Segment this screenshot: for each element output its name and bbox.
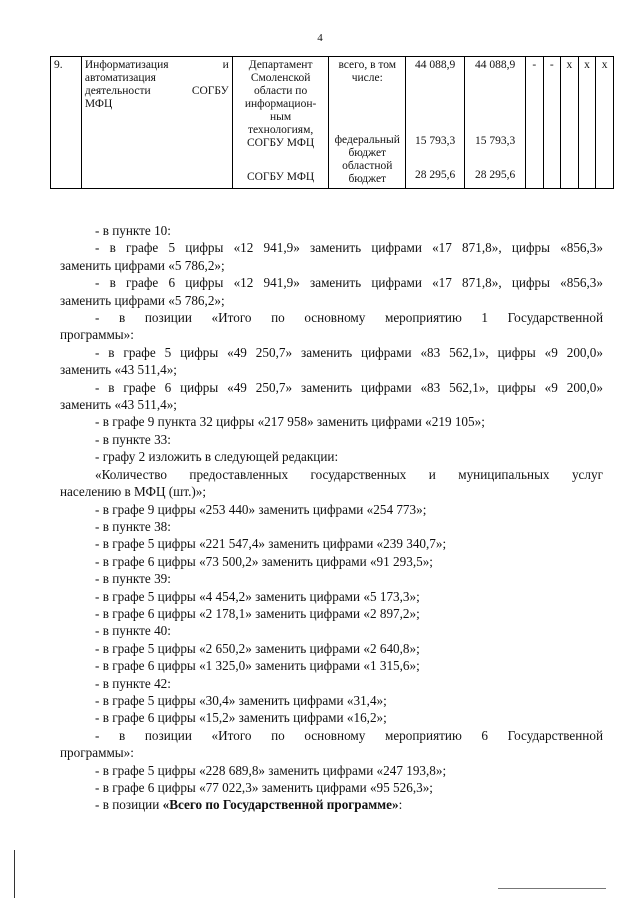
text-line: - в графе 6 цифры «1 325,0» заменить цифрами «1 315,6»; xyxy=(95,658,420,674)
text-line: - в пункте 10: xyxy=(95,223,171,238)
small-col-cell: x xyxy=(578,57,596,189)
text-line: - в пункте 33: xyxy=(95,431,171,447)
text-line: - в графе 6 цифры «2 178,1» заменить цифрами «2 897,2»; xyxy=(95,605,420,621)
text-line: - в графе 6 цифры «15,2» заменить цифрами «16,2»; xyxy=(95,710,387,726)
small-col-cell: x xyxy=(596,57,614,189)
text-line: - в графе 5 цифры «228 689,8» заменить цифрами «247 193,8»; xyxy=(95,762,447,778)
text-line: - в графе 6 цифры «77 022,3» заменить цифрами «95 526,3»; xyxy=(95,780,433,795)
text-line: - в пункте 42: xyxy=(95,675,171,691)
text-line: - в графе 6 цифры «49 250,7» заменить цифрами «83 562,1», цифры «9 200,0» xyxy=(95,379,603,395)
name-line: деятельности СОГБУ xyxy=(84,85,229,97)
text-line: - в графе 5 цифры «30,4» заменить цифрами «31,4»; xyxy=(95,692,387,708)
text-line: заменить цифрами «5 786,2»; xyxy=(60,257,225,273)
text-line: заменить «43 511,4»; xyxy=(60,362,177,378)
text-line: заменить «43 511,4»; xyxy=(60,397,177,413)
text-line: - в позиции «Итого по основному мероприятию 1 Государственной xyxy=(95,310,603,326)
small-col-cell: - xyxy=(543,57,561,189)
name-line: МФЦ xyxy=(84,98,113,110)
amendments-text xyxy=(60,222,603,814)
text-line: - в графе 9 пункта 32 цифры «217 958» заменить цифрами «219 105»; xyxy=(95,414,485,430)
name-line: Информатизация и xyxy=(84,59,229,71)
text-line: населению в МФЦ (шт.)»; xyxy=(60,484,207,500)
text-line: - в пункте 38: xyxy=(95,518,171,534)
small-col-cell: x xyxy=(561,57,579,189)
text-line: - в пункте 39: xyxy=(95,571,171,587)
funding-source-cell: всего, в том числе: федеральный бюджет областной бюджет xyxy=(329,57,406,189)
value-col5-cell: 44 088,9 15 793,3 28 295,6 xyxy=(406,57,465,189)
text-line: - в графе 5 цифры «4 454,2» заменить цифрами «5 173,3»; xyxy=(95,588,420,604)
text-line: - в графе 5 цифры «2 650,2» заменить цифрами «2 640,8»; xyxy=(95,640,420,656)
text-line: - в графе 6 цифры «73 500,2» заменить цифрами «91 293,5»; xyxy=(95,553,433,569)
text-line: заменить цифрами «5 786,2»; xyxy=(60,292,225,308)
text-line: - в пункте 40: xyxy=(95,623,171,639)
text-line: - в позиции «Итого по основному мероприятию 6 Государственной xyxy=(95,727,603,743)
text-line: программы»: xyxy=(60,745,134,761)
activity-name-cell xyxy=(81,57,232,189)
page-number: 4 xyxy=(317,32,323,44)
text-line: - в графе 6 цифры «12 941,9» заменить цифрами «17 871,8», цифры «856,3» xyxy=(95,275,603,291)
text-line: - в графе 5 цифры «221 547,4» заменить цифрами «239 340,7»; xyxy=(95,536,447,552)
margin-mark xyxy=(14,850,15,898)
name-line: автоматизация xyxy=(84,72,156,84)
text-line-last: - в позиции «Всего по Государственной программе»: xyxy=(95,797,403,813)
table-row xyxy=(51,57,614,189)
text-line: - в графе 9 цифры «253 440» заменить цифрами «254 773»; xyxy=(95,501,427,517)
program-table xyxy=(50,56,614,189)
value-col6-cell: 44 088,9 15 793,3 28 295,6 xyxy=(465,57,526,189)
executor-cell: Департамент Смоленской области по информацион- ным технологиям, СОГБУ МФЦ СОГБУ МФЦ xyxy=(232,57,329,189)
text-line: - графу 2 изложить в следующей редакции: xyxy=(95,449,339,465)
text-line: - в графе 5 цифры «49 250,7» заменить цифрами «83 562,1», цифры «9 200,0» xyxy=(95,344,603,360)
text-line: программы»: xyxy=(60,327,134,343)
text-line: - в графе 5 цифры «12 941,9» заменить цифрами «17 871,8», цифры «856,3» xyxy=(95,240,603,256)
row-number: 9. xyxy=(51,57,82,189)
footer-rule xyxy=(498,888,606,889)
small-col-cell: - xyxy=(526,57,544,189)
text-line: «Количество предоставленных государственных и муниципальных услуг xyxy=(95,466,603,482)
